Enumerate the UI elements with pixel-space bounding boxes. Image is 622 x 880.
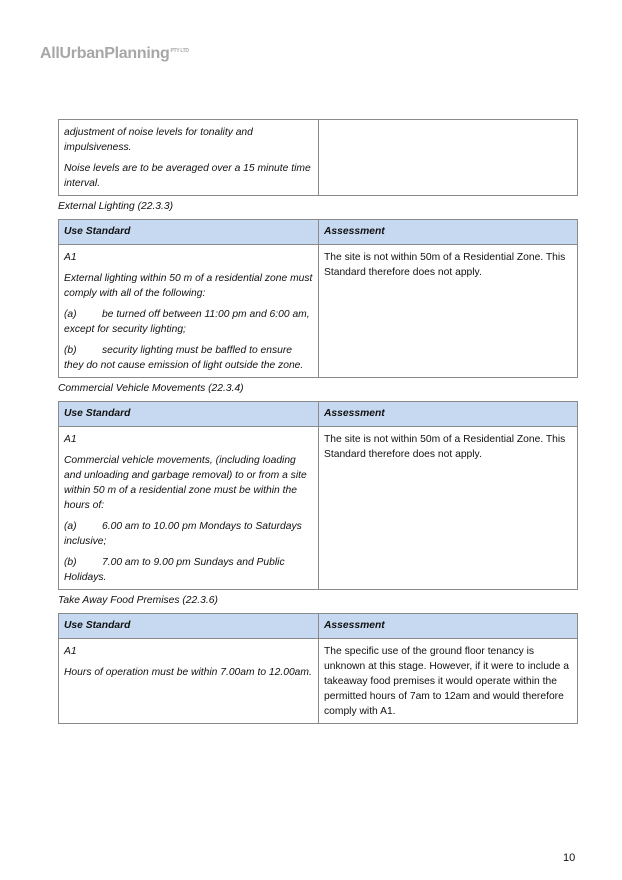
table-row: [59, 427, 578, 590]
assessment-text: The specific use of the ground floor tenancy is unknown at this stage. However, if it were to include a takeaway food premises it would operate within the permitted hours of 7am to 12am and would therefore comply with A1.: [324, 646, 569, 717]
standard-text: Noise levels are to be averaged over a 15 minute time interval.: [64, 163, 311, 189]
table-row: [59, 245, 578, 378]
item-label: (a): [64, 521, 77, 532]
standard-item: [64, 343, 313, 373]
item-label: (a): [64, 309, 77, 320]
assessment-text: The site is not within 50m of a Residential Zone. This Standard therefore does not apply.: [324, 434, 566, 460]
table-row: [59, 120, 578, 196]
use-standard-cell: [59, 427, 319, 590]
logo-text: AllUrbanPlanning: [40, 45, 170, 62]
assessment-header: Assessment: [319, 614, 578, 639]
standards-table: [58, 219, 578, 378]
section-caption: Commercial Vehicle Movements (22.3.4): [58, 383, 244, 394]
assessment-header: Assessment: [319, 402, 578, 427]
item-label: (b): [64, 345, 77, 356]
standard-text: adjustment of noise levels for tonality and impulsiveness.: [64, 127, 253, 153]
standard-item: [64, 307, 313, 337]
table-header-row: [59, 614, 578, 639]
assessment-cell: [319, 120, 578, 196]
standard-item: [64, 555, 313, 585]
item-text: 7.00 am to 9.00 pm Sundays and Public Holidays.: [64, 557, 285, 583]
standard-intro: External lighting within 50 m of a residential zone must comply with all of the following:: [64, 273, 313, 299]
use-standard-header: Use Standard: [59, 614, 319, 639]
standard-code: A1: [64, 434, 77, 445]
use-standard-cell: [59, 120, 319, 196]
page-number: 10: [563, 852, 576, 864]
assessment-cell: [319, 427, 578, 590]
use-standard-header: Use Standard: [59, 220, 319, 245]
section-caption: External Lighting (22.3.3): [58, 201, 174, 212]
standard-intro: Hours of operation must be within 7.00am to 12.00am.: [64, 667, 312, 678]
item-label: (b): [64, 557, 77, 568]
item-text: security lighting must be baffled to ensure they do not cause emission of light outside the zone.: [64, 345, 304, 371]
item-text: be turned off between 11:00 pm and 6:00 am, except for security lighting;: [64, 309, 310, 335]
assessment-cell: [319, 245, 578, 378]
assessment-text: The site is not within 50m of a Residential Zone. This Standard therefore does not apply.: [324, 252, 566, 278]
page-content: [58, 119, 578, 724]
use-standard-header: Use Standard: [59, 402, 319, 427]
standards-table: [58, 401, 578, 590]
assessment-cell: [319, 639, 578, 724]
table-header-row: [59, 220, 578, 245]
logo-mark: PTY LTD: [170, 47, 189, 54]
item-text: 6.00 am to 10.00 pm Mondays to Saturdays inclusive;: [64, 521, 302, 547]
assessment-header: Assessment: [319, 220, 578, 245]
standard-intro: Commercial vehicle movements, (including loading and unloading and garbage removal) to or from a site within 50 m of a residential zone must be within the hours of:: [64, 455, 307, 511]
use-standard-cell: [59, 639, 319, 724]
section-caption: Take Away Food Premises (22.3.6): [58, 595, 218, 606]
table-row: [59, 639, 578, 724]
standard-code: A1: [64, 646, 77, 657]
standard-item: [64, 519, 313, 549]
standards-table: [58, 613, 578, 724]
use-standard-cell: [59, 245, 319, 378]
continued-standards-table: [58, 119, 578, 196]
table-header-row: [59, 402, 578, 427]
company-logo: [40, 45, 189, 63]
standard-code: A1: [64, 252, 77, 263]
